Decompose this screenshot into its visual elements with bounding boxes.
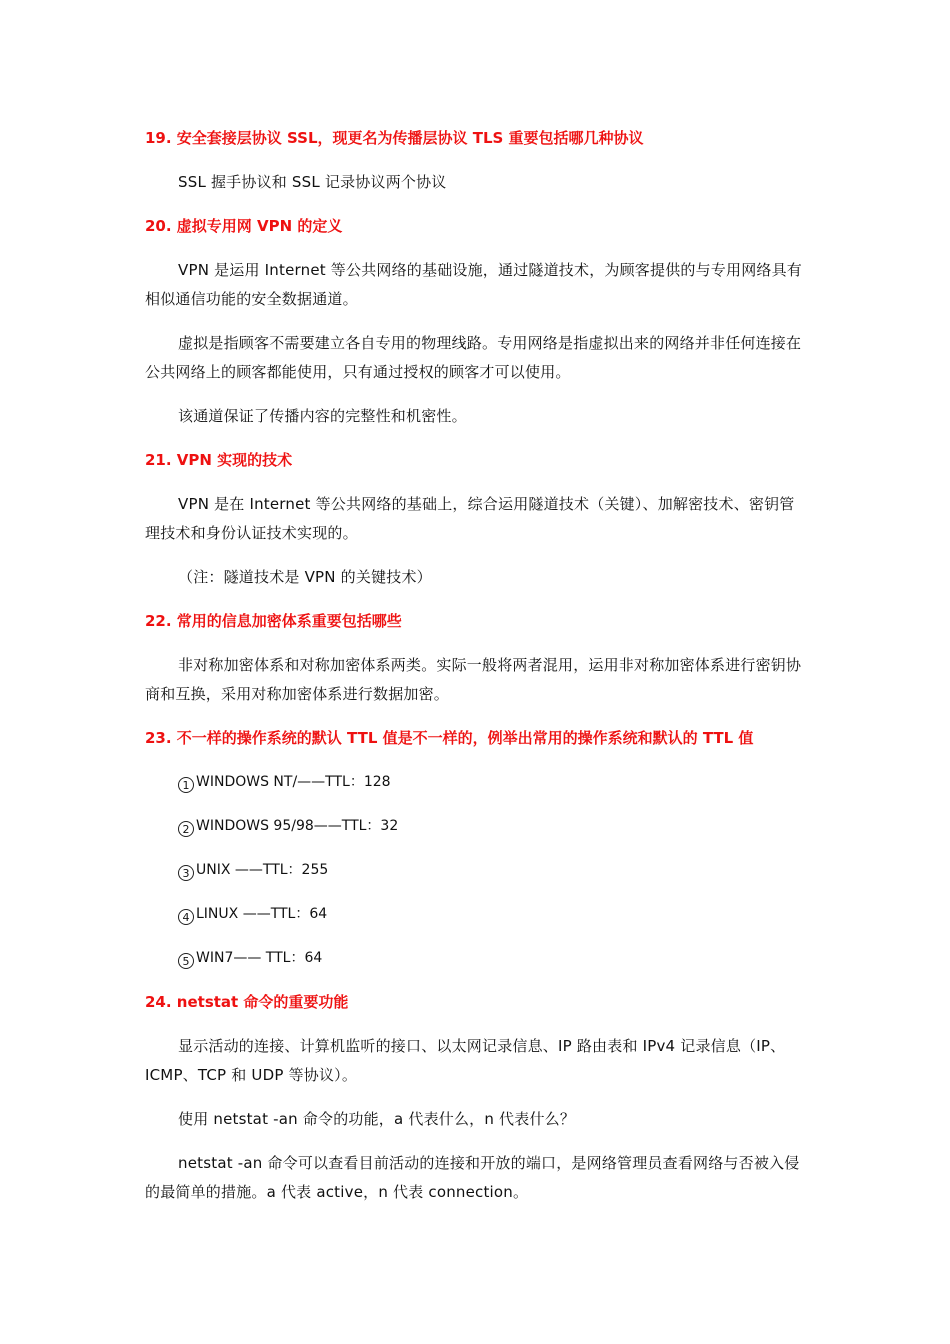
paragraph: （注：隧道技术是 VPN 的关键技术） xyxy=(178,568,432,586)
section-heading-22: 22. 常用的信息加密体系重要包括哪些 xyxy=(145,612,402,630)
section-heading-23: 23. 不一样的操作系统的默认 TTL 值是不一样的，例举出常用的操作系统和默认的 TTL 值 xyxy=(145,729,754,747)
section-heading-19: 19. 安全套接层协议 SSL，现更名为传播层协议 TLS 重要包括哪几种协议 xyxy=(145,129,644,147)
list-item-text: WINDOWS NT/——TTL：128 xyxy=(196,774,391,790)
list-item xyxy=(145,812,809,840)
paragraph: SSL 握手协议和 SSL 记录协议两个协议 xyxy=(178,173,447,191)
circled-number: 3 xyxy=(178,865,194,881)
section-heading-24: 24. netstat 命令的重要功能 xyxy=(145,993,349,1011)
section-heading-20: 20. 虚拟专用网 VPN 的定义 xyxy=(145,217,343,235)
document-body xyxy=(145,124,809,1222)
paragraph: 该通道保证了传播内容的完整性和机密性。 xyxy=(178,407,467,425)
list-item-text: WINDOWS 95/98——TTL：32 xyxy=(196,818,399,834)
list-item-text: UNIX ——TTL：255 xyxy=(196,862,329,878)
list-item xyxy=(145,900,809,928)
circled-number: 4 xyxy=(178,909,194,925)
list-item xyxy=(145,856,809,884)
paragraph: netstat -an 命令可以查看目前活动的连接和开放的端口，是网络管理员查看网络与否被入侵的最简单的措施。a 代表 active，n 代表 connection。 xyxy=(145,1154,800,1201)
circled-number: 1 xyxy=(178,777,194,793)
paragraph: 虚拟是指顾客不需要建立各自专用的物理线路。专用网络是指虚拟出来的网络并非任何连接在公共网络上的顾客都能使用，只有通过授权的顾客才可以使用。 xyxy=(145,334,802,381)
list-item xyxy=(145,944,809,972)
paragraph: 非对称加密体系和对称加密体系两类。实际一般将两者混用，运用非对称加密体系进行密钥协商和互换，采用对称加密体系进行数据加密。 xyxy=(145,656,802,703)
list-item-text: LINUX ——TTL：64 xyxy=(196,906,328,922)
paragraph: 使用 netstat -an 命令的功能，a 代表什么，n 代表什么？ xyxy=(178,1110,576,1128)
circled-number: 5 xyxy=(178,953,194,969)
paragraph: 显示活动的连接、计算机监听的接口、以太网记录信息、IP 路由表和 IPv4 记录信息（IP、ICMP、TCP 和 UDP 等协议）。 xyxy=(145,1037,786,1084)
paragraph: VPN 是在 Internet 等公共网络的基础上，综合运用隧道技术（关键）、加解密技术、密钥管理技术和身份认证技术实现的。 xyxy=(145,495,795,542)
paragraph: VPN 是运用 Internet 等公共网络的基础设施，通过隧道技术，为顾客提供的与专用网络具有相似通信功能的安全数据通道。 xyxy=(145,261,802,308)
section-heading-21: 21. VPN 实现的技术 xyxy=(145,451,293,469)
circled-number: 2 xyxy=(178,821,194,837)
list-item-text: WIN7—— TTL：64 xyxy=(196,950,323,966)
list-item xyxy=(145,768,809,796)
